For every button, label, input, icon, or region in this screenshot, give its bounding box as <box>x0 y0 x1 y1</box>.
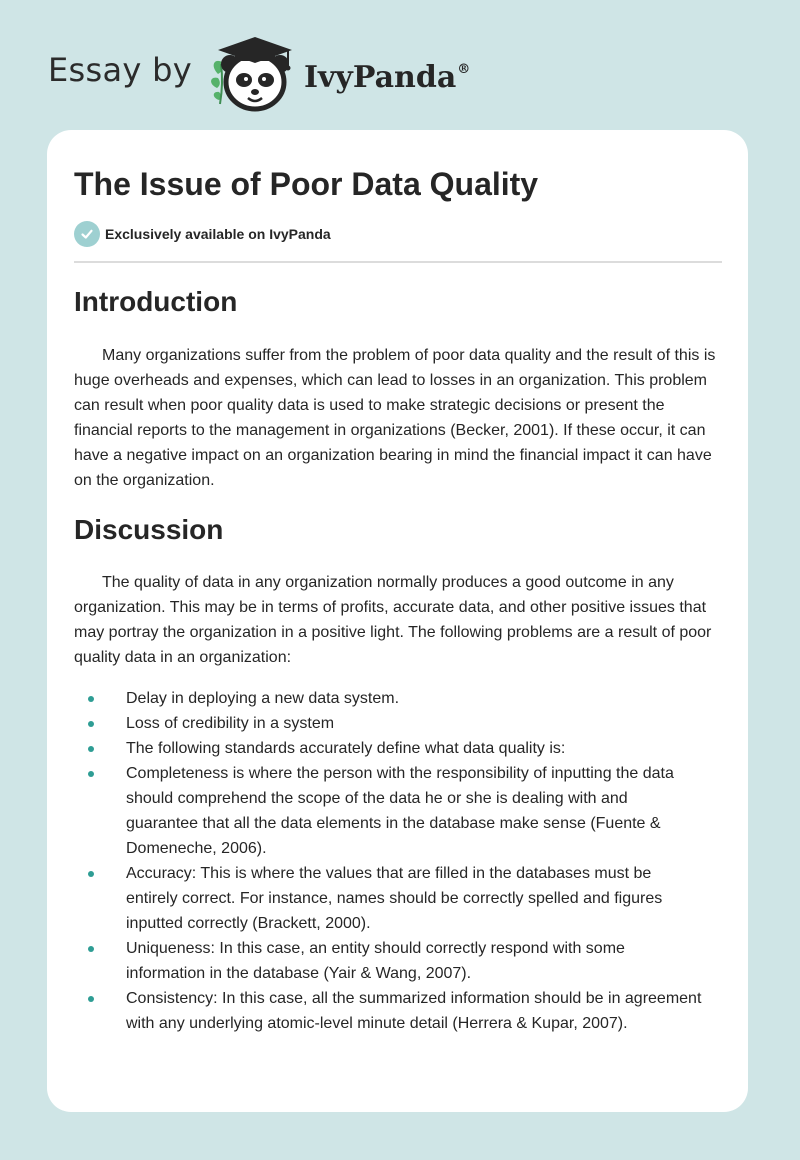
bullet-dot-icon <box>88 721 94 727</box>
list-item: Completeness is where the person with the responsibility of inputting the data should comprehend the scope of the data he or she is dealing with and guarantee that all the data elements in the database make sense (Fuente & Domeneche, 2006). <box>74 761 722 861</box>
divider <box>74 261 722 263</box>
bullet-dot-icon <box>88 696 94 702</box>
section-heading-discussion: Discussion <box>74 514 224 545</box>
registered-mark: ® <box>457 61 471 77</box>
introduction-paragraph: Many organizations suffer from the problem of poor data quality and the result of this is huge overheads and expenses, which can lead to losses in an organization. This problem can result when poor quality data is used to make strategic decisions or present the financial reports to the management in organizations (Becker, 2001). If these occur, it can have a negative impact on an organization bearing in mind the financial impact it can have on the organization. <box>74 347 716 489</box>
bullet-dot-icon <box>88 746 94 752</box>
list-item: The following standards accurately define what data quality is: <box>74 736 722 761</box>
list-item: Accuracy: This is where the values that are filled in the databases must be entirely correct. For instance, names should be correctly spelled and figures inputted correctly (Brackett, 2000). <box>74 861 722 936</box>
bullet-dot-icon <box>88 771 94 777</box>
brand-name: IvyPanda® <box>303 59 471 95</box>
brand-header <box>48 34 470 114</box>
exclusive-badge <box>74 221 331 247</box>
page-title: The Issue of Poor Data Quality <box>74 166 539 202</box>
badge-text: Exclusively available on IvyPanda <box>105 226 331 242</box>
problem-list <box>74 686 722 1036</box>
list-item: Loss of credibility in a system <box>74 711 722 736</box>
brand-prefix: Essay by <box>48 51 192 89</box>
check-icon <box>74 221 100 247</box>
essay-card <box>47 130 748 1112</box>
bullet-dot-icon <box>88 871 94 877</box>
list-item: Delay in deploying a new data system. <box>74 686 722 711</box>
list-item: Uniqueness: In this case, an entity should correctly respond with some information in the database (Yair & Wang, 2007). <box>74 936 722 986</box>
section-heading-introduction: Introduction <box>74 286 238 317</box>
bullet-dot-icon <box>88 996 94 1002</box>
panda-graduate-logo-icon[interactable] <box>208 34 302 114</box>
discussion-paragraph: The quality of data in any organization normally produces a good outcome in any organization. This may be in terms of profits, accurate data, and other positive issues that may portray the organization in a positive light. The following problems are a result of poor quality data in an organization: <box>74 574 712 666</box>
list-item: Consistency: In this case, all the summarized information should be in agreement with any underlying atomic-level minute detail (Herrera & Kupar, 2007). <box>74 986 722 1036</box>
bullet-dot-icon <box>88 946 94 952</box>
